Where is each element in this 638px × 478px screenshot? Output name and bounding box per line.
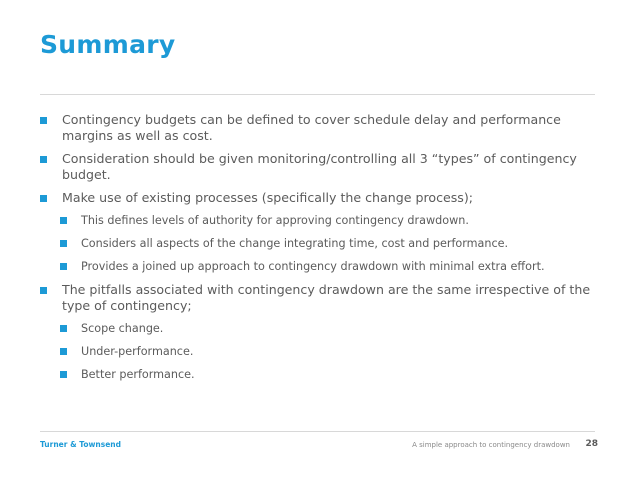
square-bullet-icon xyxy=(60,371,67,378)
bullet-item xyxy=(40,282,595,314)
sub-bullet-text: This defines levels of authority for approving contingency drawdown. xyxy=(81,214,469,227)
sub-bullet-text: Better performance. xyxy=(81,368,195,381)
sub-bullet-item xyxy=(40,344,595,359)
square-bullet-icon xyxy=(40,287,47,294)
square-bullet-icon xyxy=(60,217,67,224)
footer-caption: A simple approach to contingency drawdown xyxy=(412,441,570,449)
square-bullet-icon xyxy=(40,117,47,124)
square-bullet-icon xyxy=(40,156,47,163)
sub-bullet-item xyxy=(40,259,595,274)
title-divider xyxy=(40,94,595,95)
bullet-item xyxy=(40,151,595,183)
page-number: 28 xyxy=(585,439,598,449)
sub-bullet-text: Provides a joined up approach to contingency drawdown with minimal extra effort. xyxy=(81,260,545,273)
square-bullet-icon xyxy=(60,240,67,247)
sub-bullet-item xyxy=(40,236,595,251)
bullet-item xyxy=(40,112,595,144)
square-bullet-icon xyxy=(60,348,67,355)
bullet-text: Contingency budgets can be defined to cover schedule delay and performance margins as well as cost. xyxy=(62,112,561,143)
bullet-item xyxy=(40,190,595,206)
company-name: Turner & Townsend xyxy=(40,440,122,449)
bullet-text: Make use of existing processes (specifically the change process); xyxy=(62,190,474,205)
square-bullet-icon xyxy=(40,195,47,202)
bullet-text: Consideration should be given monitoring/controlling all 3 “types” of contingency budget. xyxy=(62,151,577,182)
sub-bullet-text: Considers all aspects of the change integrating time, cost and performance. xyxy=(81,237,509,250)
square-bullet-icon xyxy=(60,263,67,270)
square-bullet-icon xyxy=(60,325,67,332)
bullet-list xyxy=(40,112,595,390)
sub-bullet-item xyxy=(40,213,595,228)
footer-divider xyxy=(40,431,595,432)
sub-bullet-text: Under-performance. xyxy=(81,345,194,358)
sub-bullet-item xyxy=(40,367,595,382)
sub-bullet-text: Scope change. xyxy=(81,322,164,335)
sub-bullet-item xyxy=(40,321,595,336)
bullet-text: The pitfalls associated with contingency drawdown are the same irrespective of the type of contingency; xyxy=(62,282,591,313)
slide-title: Summary xyxy=(40,30,176,59)
